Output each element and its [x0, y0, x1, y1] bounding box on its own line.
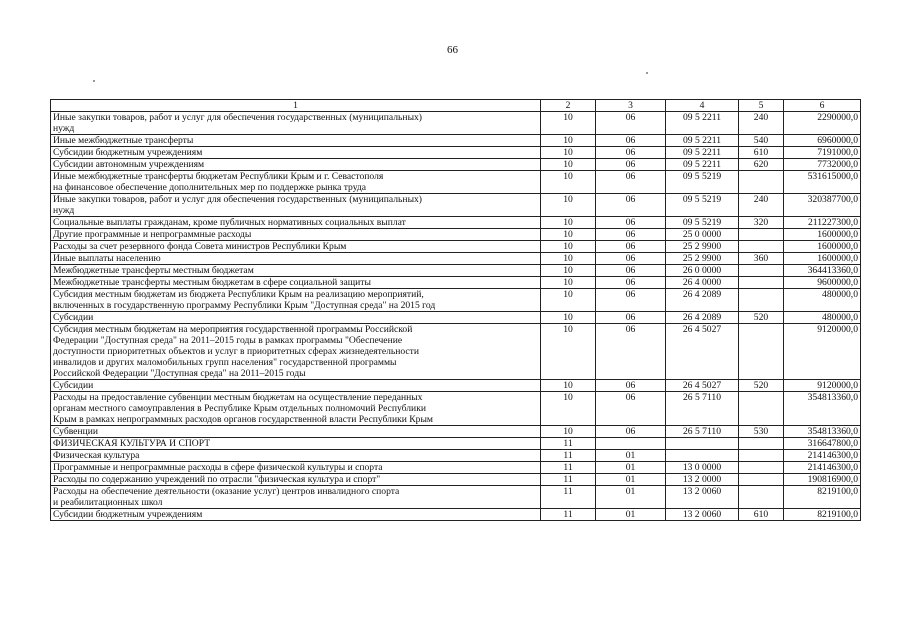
table-row [51, 171, 861, 194]
target-article-cell: 13 0 0000 [666, 462, 739, 474]
row-name-cell: Субсидия местным бюджетам на мероприятия государственной программы Российской Федерации "Доступная среда" на 2011–2015 годы в рамках программы "Обеспечение доступности приоритетных объектов и услуг в приоритетных сферах жизнедеятельности инвалидов и других маломобильных групп населения" государственной программы Российской Федерации "Доступная среда" на 2011–2015 годы [51, 324, 541, 380]
section-code-cell: 10 [541, 253, 596, 265]
amount-cell: 9120000,0 [784, 324, 861, 380]
amount-cell: 190816900,0 [784, 474, 861, 486]
table-row [51, 159, 861, 171]
target-article-cell: 09 5 2211 [666, 112, 739, 135]
amount-cell: 1600000,0 [784, 241, 861, 253]
subsection-code-cell: 06 [596, 229, 666, 241]
table-row [51, 277, 861, 289]
subsection-code-cell: 06 [596, 324, 666, 380]
target-article-cell: 09 5 5219 [666, 171, 739, 194]
row-name-cell: Социальные выплаты гражданам, кроме публичных нормативных социальных выплат [51, 217, 541, 229]
amount-cell: 6960000,0 [784, 135, 861, 147]
expense-type-cell [739, 486, 784, 509]
amount-cell: 7732000,0 [784, 159, 861, 171]
row-name-cell: Другие программные и непрограммные расходы [51, 229, 541, 241]
row-name-cell: Межбюджетные трансферты местным бюджетам [51, 265, 541, 277]
subsection-code-cell: 06 [596, 265, 666, 277]
target-article-cell: 26 5 7110 [666, 392, 739, 426]
column-header: 1 [51, 100, 541, 112]
column-header: 6 [784, 100, 861, 112]
amount-cell: 9120000,0 [784, 380, 861, 392]
amount-cell: 316647800,0 [784, 438, 861, 450]
subsection-code-cell: 06 [596, 194, 666, 217]
expense-type-cell: 360 [739, 253, 784, 265]
table-row [51, 380, 861, 392]
amount-cell: 8219100,0 [784, 509, 861, 521]
amount-cell: 364413360,0 [784, 265, 861, 277]
amount-cell: 211227300,0 [784, 217, 861, 229]
section-code-cell: 10 [541, 380, 596, 392]
table-row [51, 486, 861, 509]
subsection-code-cell: 06 [596, 171, 666, 194]
row-name-cell: Иные закупки товаров, работ и услуг для обеспечения государственных (муниципальных) нужд [51, 112, 541, 135]
table-row [51, 324, 861, 380]
subsection-code-cell: 06 [596, 277, 666, 289]
table-row [51, 450, 861, 462]
expense-type-cell [739, 474, 784, 486]
expense-type-cell: 620 [739, 159, 784, 171]
section-code-cell: 10 [541, 194, 596, 217]
section-code-cell: 10 [541, 159, 596, 171]
section-code-cell: 11 [541, 486, 596, 509]
table-row [51, 194, 861, 217]
target-article-cell: 13 2 0060 [666, 486, 739, 509]
amount-cell: 7191000,0 [784, 147, 861, 159]
target-article-cell: 09 5 5219 [666, 217, 739, 229]
row-name-cell: Программные и непрограммные расходы в сфере физической культуры и спорта [51, 462, 541, 474]
table-row [51, 135, 861, 147]
subsection-code-cell: 01 [596, 474, 666, 486]
row-name-cell: Расходы на предоставление субвенции местным бюджетам на осуществление переданных органам местного самоуправления в Республике Крым отдельных полномочий Республики Крым в рамках непрограммных расходов органов государственной власти Республики Крым [51, 392, 541, 426]
target-article-cell: 25 2 9900 [666, 253, 739, 265]
amount-cell: 8219100,0 [784, 486, 861, 509]
expense-type-cell [739, 241, 784, 253]
target-article-cell: 26 4 5027 [666, 324, 739, 380]
subsection-code-cell: 01 [596, 509, 666, 521]
expense-type-cell [739, 265, 784, 277]
amount-cell: 354813360,0 [784, 426, 861, 438]
column-header: 4 [666, 100, 739, 112]
table-row [51, 217, 861, 229]
amount-cell: 214146300,0 [784, 450, 861, 462]
table-row [51, 474, 861, 486]
target-article-cell: 09 5 2211 [666, 147, 739, 159]
section-code-cell: 10 [541, 135, 596, 147]
amount-cell: 320387700,0 [784, 194, 861, 217]
section-code-cell: 10 [541, 426, 596, 438]
section-code-cell: 10 [541, 229, 596, 241]
subsection-code-cell: 06 [596, 112, 666, 135]
row-name-cell: Субсидии [51, 380, 541, 392]
row-name-cell: Расходы за счет резервного фонда Совета министров Республики Крым [51, 241, 541, 253]
subsection-code-cell: 06 [596, 253, 666, 265]
target-article-cell: 09 5 2211 [666, 135, 739, 147]
subsection-code-cell: 01 [596, 450, 666, 462]
target-article-cell: 25 2 9900 [666, 241, 739, 253]
amount-cell: 1600000,0 [784, 253, 861, 265]
table-row [51, 312, 861, 324]
target-article-cell: 25 0 0000 [666, 229, 739, 241]
amount-cell: 9600000,0 [784, 277, 861, 289]
section-code-cell: 10 [541, 312, 596, 324]
section-code-cell: 10 [541, 289, 596, 312]
table-row [51, 462, 861, 474]
section-code-cell: 10 [541, 277, 596, 289]
table-row [51, 392, 861, 426]
table-row [51, 509, 861, 521]
target-article-cell: 13 2 0060 [666, 509, 739, 521]
target-article-cell: 09 5 5219 [666, 194, 739, 217]
amount-cell: 2290000,0 [784, 112, 861, 135]
expense-type-cell: 320 [739, 217, 784, 229]
expense-type-cell [739, 438, 784, 450]
section-code-cell: 11 [541, 474, 596, 486]
scan-speck [93, 80, 95, 82]
subsection-code-cell: 06 [596, 147, 666, 159]
expense-type-cell [739, 450, 784, 462]
subsection-code-cell: 06 [596, 289, 666, 312]
row-name-cell: Субсидии бюджетным учреждениям [51, 509, 541, 521]
row-name-cell: Расходы на обеспечение деятельности (оказание услуг) центров инвалидного спорта и реабилитационных школ [51, 486, 541, 509]
row-name-cell: Субсидии [51, 312, 541, 324]
subsection-code-cell: 01 [596, 462, 666, 474]
scan-speck [646, 72, 648, 74]
target-article-cell [666, 438, 739, 450]
expense-type-cell: 610 [739, 147, 784, 159]
expense-type-cell [739, 171, 784, 194]
table-row [51, 112, 861, 135]
section-code-cell: 10 [541, 392, 596, 426]
expense-type-cell [739, 289, 784, 312]
expense-type-cell: 540 [739, 135, 784, 147]
expense-type-cell: 610 [739, 509, 784, 521]
expense-type-cell [739, 277, 784, 289]
expense-type-cell [739, 392, 784, 426]
section-code-cell: 10 [541, 171, 596, 194]
subsection-code-cell: 06 [596, 135, 666, 147]
section-code-cell: 10 [541, 147, 596, 159]
row-name-cell: Субсидии автономным учреждениям [51, 159, 541, 171]
row-name-cell: Иные межбюджетные трансферты [51, 135, 541, 147]
column-header: 3 [596, 100, 666, 112]
row-name-cell: Иные межбюджетные трансферты бюджетам Республики Крым и г. Севастополя на финансовое обеспечение дополнительных мер по поддержке рынка труда [51, 171, 541, 194]
expense-type-cell: 240 [739, 112, 784, 135]
page-number: 66 [447, 44, 458, 56]
expense-type-cell: 530 [739, 426, 784, 438]
table-row [51, 147, 861, 159]
column-header: 5 [739, 100, 784, 112]
table-body [51, 112, 861, 521]
amount-cell: 480000,0 [784, 289, 861, 312]
row-name-cell: Иные выплаты населению [51, 253, 541, 265]
expense-type-cell [739, 229, 784, 241]
column-header: 2 [541, 100, 596, 112]
target-article-cell: 26 4 2089 [666, 312, 739, 324]
target-article-cell: 26 0 0000 [666, 265, 739, 277]
amount-cell: 531615000,0 [784, 171, 861, 194]
section-code-cell: 11 [541, 450, 596, 462]
subsection-code-cell: 06 [596, 380, 666, 392]
target-article-cell: 13 2 0000 [666, 474, 739, 486]
table-row [51, 265, 861, 277]
table-row [51, 426, 861, 438]
table-row [51, 438, 861, 450]
subsection-code-cell: 06 [596, 241, 666, 253]
subsection-code-cell: 06 [596, 217, 666, 229]
subsection-code-cell: 06 [596, 426, 666, 438]
amount-cell: 354813360,0 [784, 392, 861, 426]
section-code-cell: 10 [541, 265, 596, 277]
section-code-cell: 11 [541, 509, 596, 521]
row-name-cell: Иные закупки товаров, работ и услуг для обеспечения государственных (муниципальных) нужд [51, 194, 541, 217]
section-code-cell: 11 [541, 462, 596, 474]
section-code-cell: 10 [541, 217, 596, 229]
subsection-code-cell [596, 438, 666, 450]
row-name-cell: Межбюджетные трансферты местным бюджетам в сфере социальной защиты [51, 277, 541, 289]
row-name-cell: Субвенции [51, 426, 541, 438]
target-article-cell: 26 4 5027 [666, 380, 739, 392]
subsection-code-cell: 06 [596, 392, 666, 426]
section-code-cell: 11 [541, 438, 596, 450]
section-code-cell: 10 [541, 112, 596, 135]
expense-type-cell [739, 462, 784, 474]
expense-type-cell: 520 [739, 312, 784, 324]
amount-cell: 214146300,0 [784, 462, 861, 474]
target-article-cell [666, 450, 739, 462]
row-name-cell: Субсидия местным бюджетам из бюджета Республики Крым на реализацию мероприятий, включенных в государственную программу Республики Крым "Доступная среда" на 2015 год [51, 289, 541, 312]
budget-table [50, 99, 861, 521]
expense-type-cell: 240 [739, 194, 784, 217]
subsection-code-cell: 01 [596, 486, 666, 509]
expense-type-cell: 520 [739, 380, 784, 392]
target-article-cell: 26 4 0000 [666, 277, 739, 289]
target-article-cell: 09 5 2211 [666, 159, 739, 171]
target-article-cell: 26 5 7110 [666, 426, 739, 438]
table-row [51, 253, 861, 265]
table-row [51, 229, 861, 241]
row-name-cell: ФИЗИЧЕСКАЯ КУЛЬТУРА И СПОРТ [51, 438, 541, 450]
table-row [51, 289, 861, 312]
amount-cell: 1600000,0 [784, 229, 861, 241]
section-code-cell: 10 [541, 324, 596, 380]
table-header-row [51, 100, 861, 112]
row-name-cell: Субсидии бюджетным учреждениям [51, 147, 541, 159]
target-article-cell: 26 4 2089 [666, 289, 739, 312]
table-row [51, 241, 861, 253]
subsection-code-cell: 06 [596, 312, 666, 324]
subsection-code-cell: 06 [596, 159, 666, 171]
section-code-cell: 10 [541, 241, 596, 253]
row-name-cell: Физическая культура [51, 450, 541, 462]
expense-type-cell [739, 324, 784, 380]
row-name-cell: Расходы по содержанию учреждений по отрасли "физическая культура и спорт" [51, 474, 541, 486]
amount-cell: 480000,0 [784, 312, 861, 324]
